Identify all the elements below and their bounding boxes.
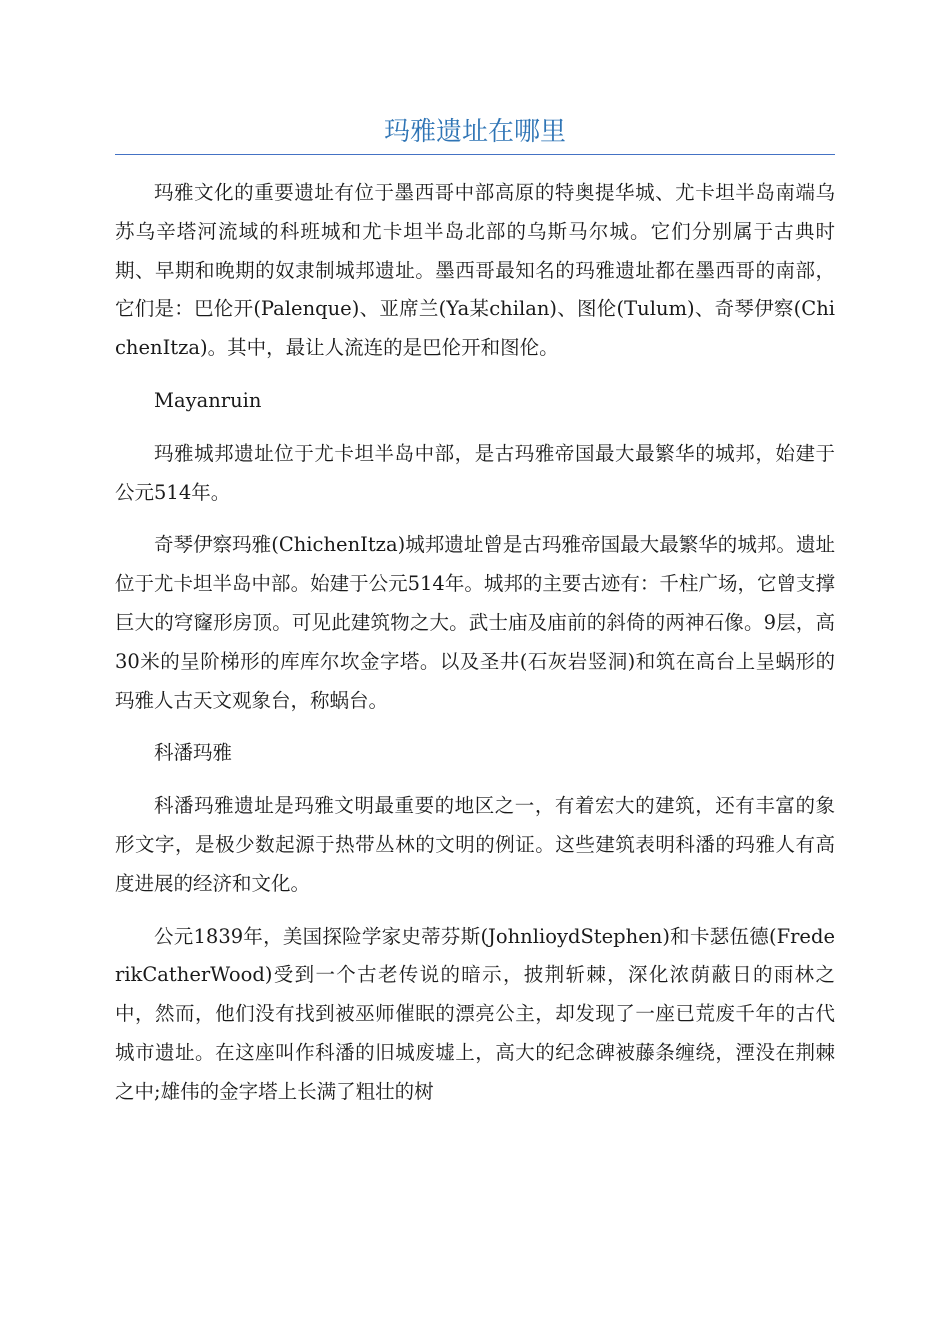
paragraph-intro: 玛雅文化的重要遗址有位于墨西哥中部高原的特奥提华城、尤卡坦半岛南端乌苏乌辛塔河流域的科班城和尤卡坦半岛北部的乌斯马尔城。它们分别属于古典时期、早期和晚期的奴隶制城邦遗址。墨西哥最知名的玛雅遗址都在墨西哥的南部，它们是：巴伦开(Palenque)、亚席兰(Ya某chilan)、图伦(Tulum)、奇琴伊察(ChichenItza)。其中，最让人流连的是巴伦开和图伦。 (115, 181, 835, 360)
document-title: 玛雅遗址在哪里 (383, 117, 566, 147)
document-body (115, 174, 835, 1126)
section-heading-mayanruin: Mayanruin (154, 388, 262, 412)
title-underline (115, 154, 835, 155)
section-heading-copan: 科潘玛雅 (154, 741, 233, 765)
paragraph-city-state: 玛雅城邦遗址位于尤卡坦半岛中部，是古玛雅帝国最大最繁华的城邦，始建于公元514年。 (115, 441, 835, 504)
paragraph-discovery: 公元1839年，美国探险学家史蒂芬斯(JohnlioydStephen)和卡瑟伍德(FrederikCatherWood)受到一个古老传说的暗示，披荆斩棘，深化浓荫蔽日的雨林之中，然而，他们没有找到被巫师催眠的漂亮公主，却发现了一座已荒废千年的古代城市遗址。在这座叫作科潘的旧城废墟上，高大的纪念碑被藤条缠绕，湮没在荆棘之中;雄伟的金字塔上长满了粗壮的树 (115, 924, 835, 1103)
paragraph-copan: 科潘玛雅遗址是玛雅文明最重要的地区之一，有着宏大的建筑，还有丰富的象形文字，是极少数起源于热带丛林的文明的例证。这些建筑表明科潘的玛雅人有高度进展的经济和文化。 (115, 794, 835, 895)
paragraph-chichen-itza: 奇琴伊察玛雅(ChichenItza)城邦遗址曾是古玛雅帝国最大最繁华的城邦。遗址位于尤卡坦半岛中部。始建于公元514年。城邦的主要古迹有：千柱广场，它曾支撑巨大的穹窿形房顶。可见此建筑物之大。武士庙及庙前的斜倚的两神石像。9层，高30米的呈阶梯形的库库尔坎金字塔。以及圣井(石灰岩竖洞)和筑在高台上呈蜗形的玛雅人古天文观象台，称蜗台。 (115, 533, 835, 712)
